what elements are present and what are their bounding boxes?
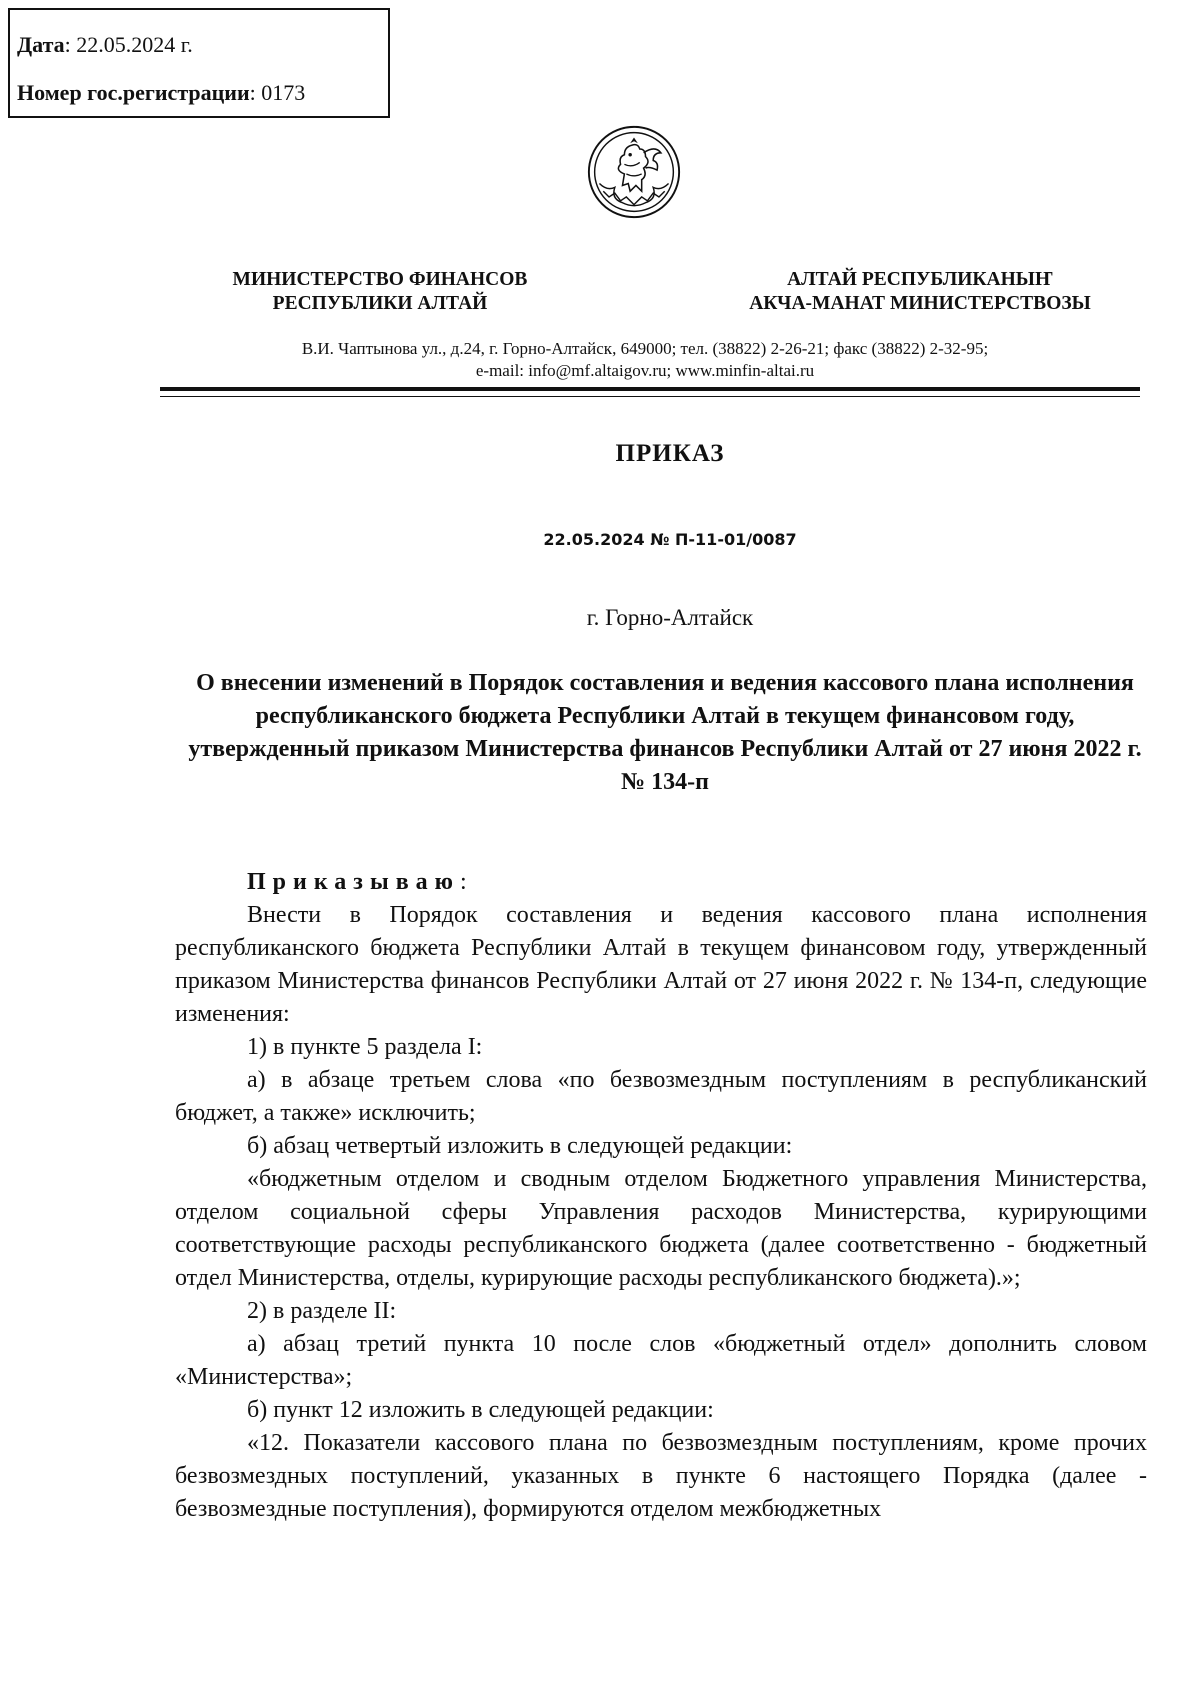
coat-of-arms-emblem-icon: [586, 124, 682, 220]
order-lead-colon: :: [460, 869, 467, 895]
registration-date-value: : 22.05.2024 г.: [64, 32, 193, 57]
org-name-russian-line-2: РЕСПУБЛИКИ АЛТАЙ: [272, 293, 488, 314]
body-paragraph: а) в абзаце третьем слова «по безвозмездным поступлениям в республиканский бюджет, а также» исключить;: [175, 1067, 1147, 1126]
org-name-altai: [720, 268, 1120, 316]
body-paragraph: 1) в пункте 5 раздела I:: [247, 1034, 483, 1060]
order-lead-word: Приказываю: [247, 869, 460, 895]
registration-number-label: Номер гос.регистрации: [17, 80, 250, 105]
contact-details: [150, 338, 1140, 382]
order-lead: [175, 866, 1147, 899]
header-divider-thin: [160, 396, 1140, 397]
org-name-altai-line-2: АКЧА-МАНАТ МИНИСТЕРСТВОЗЫ: [749, 293, 1091, 314]
body-paragraph: б) пункт 12 изложить в следующей редакции:: [247, 1397, 714, 1423]
registration-box: [8, 8, 390, 118]
org-name-altai-line-1: АЛТАЙ РЕСПУБЛИКАНЫҤ: [787, 269, 1053, 290]
document-title: ПРИКАЗ: [615, 440, 725, 467]
body-paragraph: б) абзац четвертый изложить в следующей редакции:: [247, 1133, 793, 1159]
registration-date: [17, 32, 193, 58]
header-divider-thick: [160, 387, 1140, 391]
org-name-russian-line-1: МИНИСТЕРСТВО ФИНАНСОВ: [232, 269, 528, 290]
document-body: [175, 866, 1147, 1526]
document-subject: О внесении изменений в Порядок составления и ведения кассового плана исполнения республиканского бюджета Республики Алтай в текущем финансовом году, утвержденный приказом Министерства финансов Республики Алтай от 27 июня 2022 г. № 134-п: [188, 670, 1142, 795]
registration-number-value: : 0173: [249, 80, 306, 105]
body-paragraph: а) абзац третий пункта 10 после слов «бюджетный отдел» дополнить словом «Министерства»;: [175, 1331, 1147, 1390]
registration-date-label: Дата: [17, 32, 65, 57]
document-city: г. Горно-Алтайск: [586, 605, 754, 630]
document-number: 22.05.2024 № П-11-01/0087: [543, 530, 797, 549]
contact-address-line: В.И. Чаптынова ул., д.24, г. Горно-Алтайск, 649000; тел. (38822) 2-26-21; факс (38822) 2-32-95;: [301, 339, 989, 358]
body-paragraph: Внести в Порядок составления и ведения кассового плана исполнения республиканского бюджета Республики Алтай в текущем финансовом году, утвержденный приказом Министерства финансов Республики Алтай от 27 июня 2022 г. № 134-п, следующие изменения:: [175, 902, 1147, 1027]
contact-web-line: e-mail: info@mf.altaigov.ru; www.minfin-altai.ru: [475, 361, 815, 380]
body-paragraph: «бюджетным отделом и сводным отделом Бюджетного управления Министерства, отделом социальной сферы Управления расходов Министерства, курирующими соответствующие расходы республиканского бюджета (далее соответственно - бюджетный отдел Министерства, отделы, курирующие расходы республиканского бюджета).»;: [175, 1166, 1147, 1291]
body-paragraph: «12. Показатели кассового плана по безвозмездным поступлениям, кроме прочих безвозмездных поступлений, указанных в пункте 6 настоящего Порядка (далее - безвозмездные поступления), формируются отделом межбюджетных: [175, 1430, 1147, 1522]
registration-number: [17, 80, 305, 106]
org-name-russian: [190, 268, 570, 316]
body-paragraph: 2) в разделе II:: [247, 1298, 397, 1324]
